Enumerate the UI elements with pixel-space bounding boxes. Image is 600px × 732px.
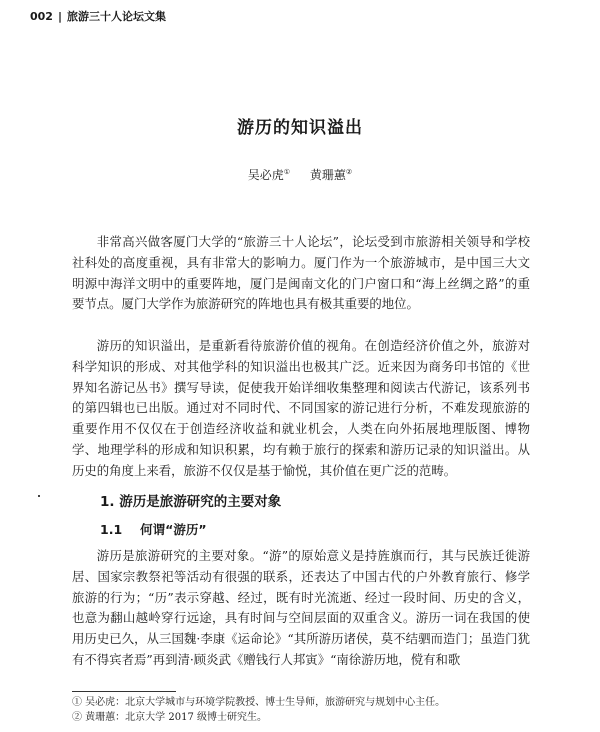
section-heading: 1. 游历是旅游研究的主要对象: [100, 494, 282, 510]
body-paragraph: 游历是旅游研究的主要对象。“游”的原始意义是持旌旗而行，其与民族迁徙游居、国家宗教祭祀等活动有很强的联系，还表达了中国古代的户外教育旅行、修学旅游的行为；“历”表示穿越、经过，既有时光流逝、经过一段时间、历史的含义，也意为翻山越岭穿行远途，具有时间与空间层面的双重含义。游历一词在我国的使用历史已久，从三国魏·李康《运命论》“其所游历诸侯，莫不结驷而造门；虽造门犹有不得宾者焉”再到清·顾炎武《赠钱行人邦寅》“南徐游历地，傥有和歌: [72, 548, 530, 667]
running-header: [30, 8, 166, 24]
footnote-item: ① 吴必虎：北京大学城市与环境学院教授、博士生导师，旅游研究与规划中心主任。: [72, 697, 446, 708]
body-paragraph: 非常高兴做客厦门大学的“旅游三十人论坛”，论坛受到市旅游相关领导和学校社科处的高度重视，具有非常大的影响力。厦门作为一个旅游城市，是中国三大文明源中海洋文明中的重要阵地，厦门是闽南文化的门户窗口和“海上丝绸之路”的重要节点。厦门大学作为旅游研究的阵地也具有极其重要的地位。: [72, 234, 530, 312]
page-number: 002: [30, 9, 53, 23]
collection-title: 旅游三十人论坛文集: [67, 10, 166, 23]
subsection-title: 何谓“游历”: [140, 522, 207, 537]
header-separator: |: [57, 9, 62, 23]
scan-speck: [38, 495, 40, 497]
footnotes: [72, 695, 542, 725]
author-name: 黄珊蕙: [309, 168, 346, 182]
subsection-number: 1.1: [100, 522, 123, 537]
footnote-item: ② 黄珊蕙：北京大学 2017 级博士研究生。: [72, 712, 267, 723]
subsection-heading: [100, 520, 207, 538]
footnote-divider: [72, 691, 176, 692]
article-title: 游历的知识溢出: [237, 118, 363, 138]
body-paragraph: 游历的知识溢出，是重新看待旅游价值的视角。在创造经济价值之外，旅游对科学知识的形成、对其他学科的知识溢出也极其广泛。近来因为商务印书馆的《世界知名游记丛书》撰写导读，促使我开始详细收集整理和阅读古代游记，该系列书的第四辑也已出版。通过对不同时代、不同国家的游记进行分析，不难发现旅游的重要作用不仅仅在于创造经济收益和就业机会，人类在向外拓展地理版图、博物学、地理学科的形成和知识积累，均有赖于旅行的探索和游历记录的知识溢出。从历史的角度上来看，旅游不仅仅是基于愉悦，其价值在更广泛的范畴。: [72, 338, 530, 478]
author-name: 吴必虎: [247, 168, 284, 182]
author-footnote-mark[interactable]: ①: [283, 168, 291, 176]
author-footnote-mark[interactable]: ②: [345, 168, 353, 176]
author-line: [0, 166, 600, 183]
